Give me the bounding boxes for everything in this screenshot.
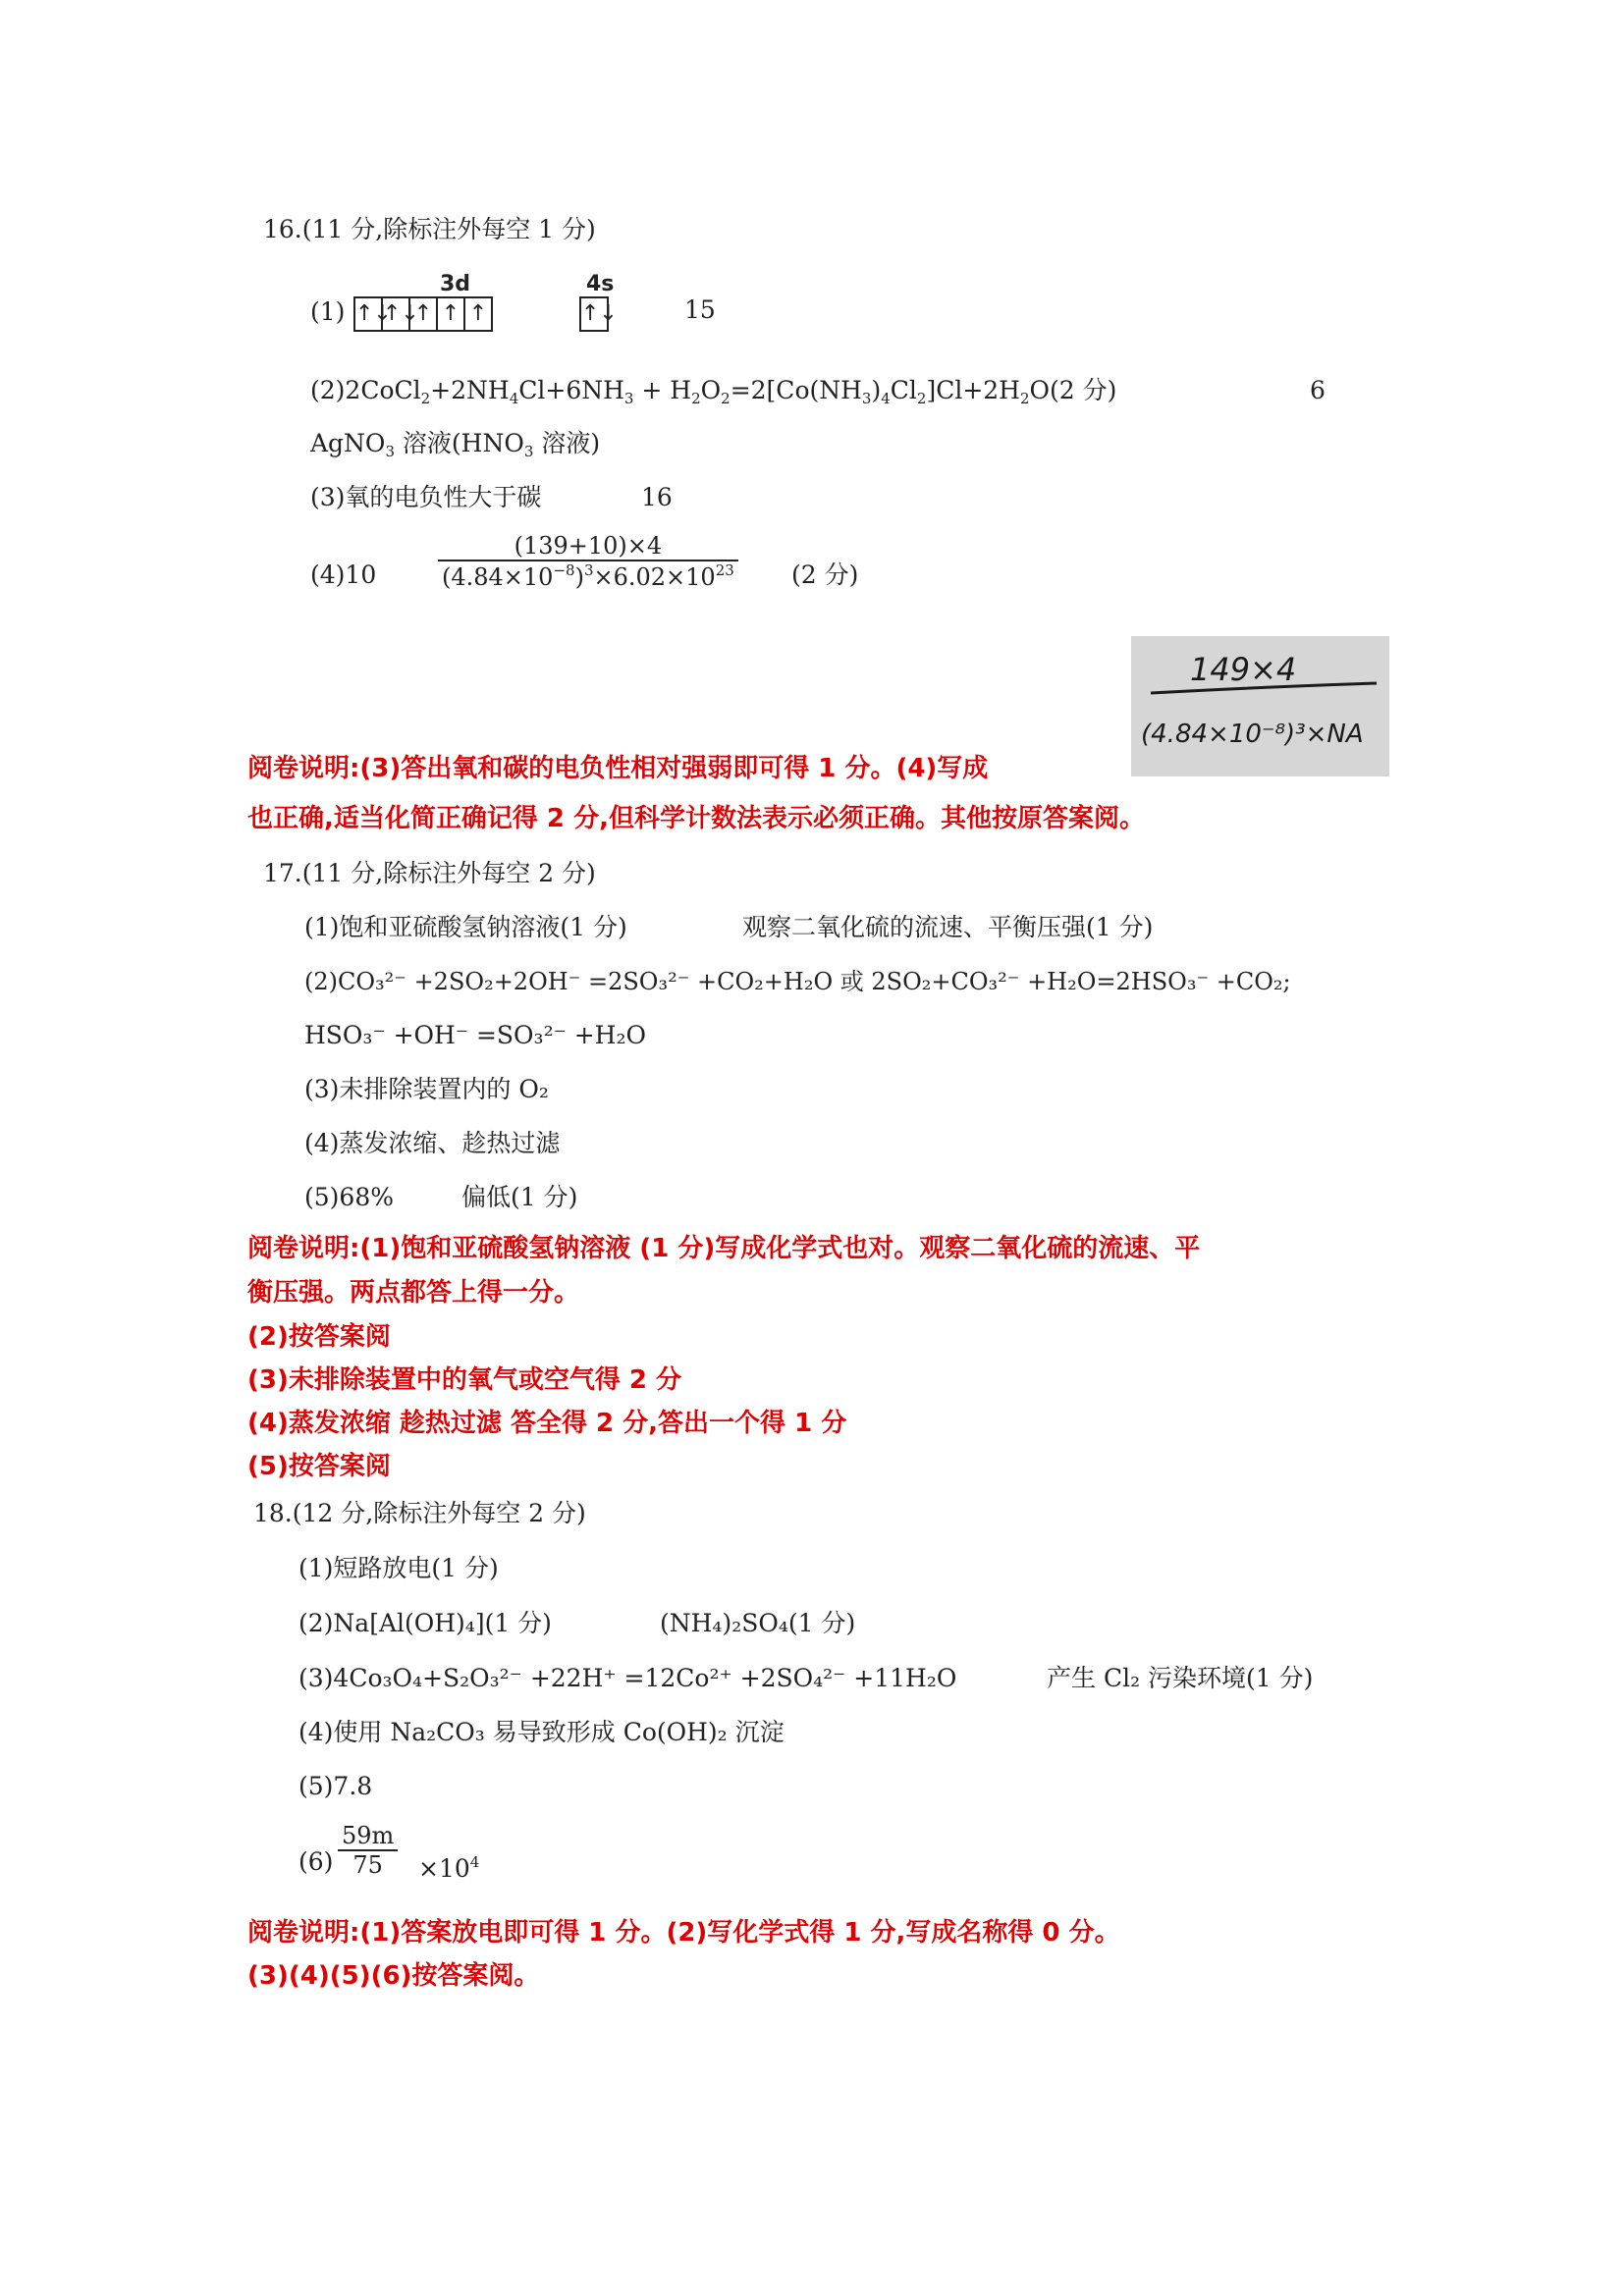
q17-header: 17.(11 分,除标注外每空 2 分) <box>263 859 596 887</box>
fraction-numerator: 59m <box>342 1822 395 1849</box>
q17-p5b: 偏低(1 分) <box>461 1183 578 1211</box>
orbital-box: ↑↓ <box>381 296 410 332</box>
q18-p3b: 产生 Cl₂ 污染环境(1 分) <box>1047 1664 1314 1692</box>
q16-p4-fraction <box>438 532 738 591</box>
orbital-3d-label: 3d <box>440 272 471 296</box>
fraction-denominator: 75 <box>338 1849 398 1879</box>
q18-p2b: (NH₄)₂SO₄(1 分) <box>660 1609 856 1637</box>
orbital-box: ↑↓ <box>579 296 609 332</box>
q17-p1b: 观察二氧化硫的流速、平衡压强(1 分) <box>742 913 1154 941</box>
q16-grading-note-2: 也正确,适当化简正确记得 2 分,但科学计数法表示必须正确。其他按原答案阅。 <box>247 804 1145 833</box>
q17-p5a: (5)68% <box>304 1183 394 1211</box>
q17-p1a: (1)饱和亚硫酸氢钠溶液(1 分) <box>304 913 627 941</box>
handwritten-numerator: 149×4 <box>1190 651 1297 688</box>
q16-p2-reagent: AgNO$_3$ 溶液($HNO_3$ 溶液) <box>310 429 601 460</box>
q18-p6-label: (6) <box>298 1847 334 1876</box>
q18-grading-note-1: 阅卷说明:(1)答案放电即可得 1 分。(2)写化学式得 1 分,写成名称得 0 分。 <box>247 1918 1120 1948</box>
q18-p1: (1)短路放电(1 分) <box>298 1554 499 1582</box>
q17-grading-note-5: (4)蒸发浓缩 趁热过滤 答全得 2 分,答出一个得 1 分 <box>247 1409 847 1438</box>
orbital-box: ↑ <box>436 296 465 332</box>
q17-p3: (3)未排除装置内的 O₂ <box>304 1075 549 1103</box>
q18-p6-tail: $\times 10^4$ <box>418 1853 480 1883</box>
fraction-numerator: (139+10)×4 <box>514 532 663 560</box>
q18-p2a: (2)Na[Al(OH)₄](1 分) <box>298 1609 552 1637</box>
q18-p6-fraction <box>338 1822 398 1879</box>
q17-grading-note-6: (5)按答案阅 <box>247 1452 391 1481</box>
orbital-box: ↑ <box>463 296 493 332</box>
q17-p4: (4)蒸发浓缩、趁热过滤 <box>304 1129 561 1157</box>
q16-p1-answer: 15 <box>684 295 716 324</box>
handwritten-denominator: (4.84×10⁻⁸)³×NA <box>1141 720 1364 749</box>
fraction-denominator: $(4.84\times 10^{-8})^3\times 6.02\times 10^{23}$ <box>438 560 738 591</box>
q17-grading-note-4: (3)未排除装置中的氧气或空气得 2 分 <box>247 1365 682 1395</box>
q18-p4: (4)使用 Na₂CO₃ 易导致形成 Co(OH)₂ 沉淀 <box>298 1718 785 1746</box>
orbital-4s-label: 4s <box>586 272 615 296</box>
q18-p3a: (3)4Co₃O₄+S₂O₃²⁻ +22H⁺ =12Co²⁺ +2SO₄²⁻ +11H₂O <box>298 1664 957 1692</box>
q16-p2-answer: 6 <box>1310 376 1326 404</box>
q17-grading-note-2: 衡压强。两点都答上得一分。 <box>247 1278 580 1308</box>
q17-grading-note-3: (2)按答案阅 <box>247 1322 391 1352</box>
q16-p1-label: (1) <box>310 297 346 326</box>
orbital-box: ↑↓ <box>353 296 383 332</box>
orbital-3d-boxes <box>355 296 493 332</box>
q16-p3: (3)氧的电负性大于碳 <box>310 483 542 511</box>
orbital-4s-boxes <box>581 296 618 332</box>
q16-grading-note-1: 阅卷说明:(3)答出氧和碳的电负性相对强弱即可得 1 分。(4)写成 <box>247 754 989 783</box>
q18-p5: (5)7.8 <box>298 1772 373 1800</box>
q16-p4-tail: (2 分) <box>791 561 859 589</box>
q16-p4-label: (4)10 <box>310 561 377 589</box>
q18-grading-note-2: (3)(4)(5)(6)按答案阅。 <box>247 1961 540 1991</box>
orbital-box: ↑ <box>408 296 438 332</box>
handwritten-expression <box>1131 636 1389 776</box>
q17-grading-note-1: 阅卷说明:(1)饱和亚硫酸氢钠溶液 (1 分)写成化学式也对。观察二氧化硫的流速、平 <box>247 1234 1201 1263</box>
q17-p2-line2: HSO₃⁻ +OH⁻ =SO₃²⁻ +H₂O <box>304 1021 646 1049</box>
q16-p2-equation: $(2)2CoCl_2+2NH_4Cl+6NH_3 + H_2O_2=2[Co(NH_3)_4Cl_2]Cl+2H_2O(2$ 分) <box>310 376 1117 407</box>
q17-p2-line1: (2)CO₃²⁻ +2SO₂+2OH⁻ =2SO₃²⁻ +CO₂+H₂O 或 2SO₂+CO₃²⁻ +H₂O=2HSO₃⁻ +CO₂; <box>304 968 1291 995</box>
q16-header: 16.(11 分,除标注外每空 1 分) <box>263 215 596 243</box>
handwritten-answer-photo <box>1131 636 1389 776</box>
q16-p3-answer: 16 <box>641 483 673 511</box>
q18-header: 18.(12 分,除标注外每空 2 分) <box>253 1499 586 1527</box>
